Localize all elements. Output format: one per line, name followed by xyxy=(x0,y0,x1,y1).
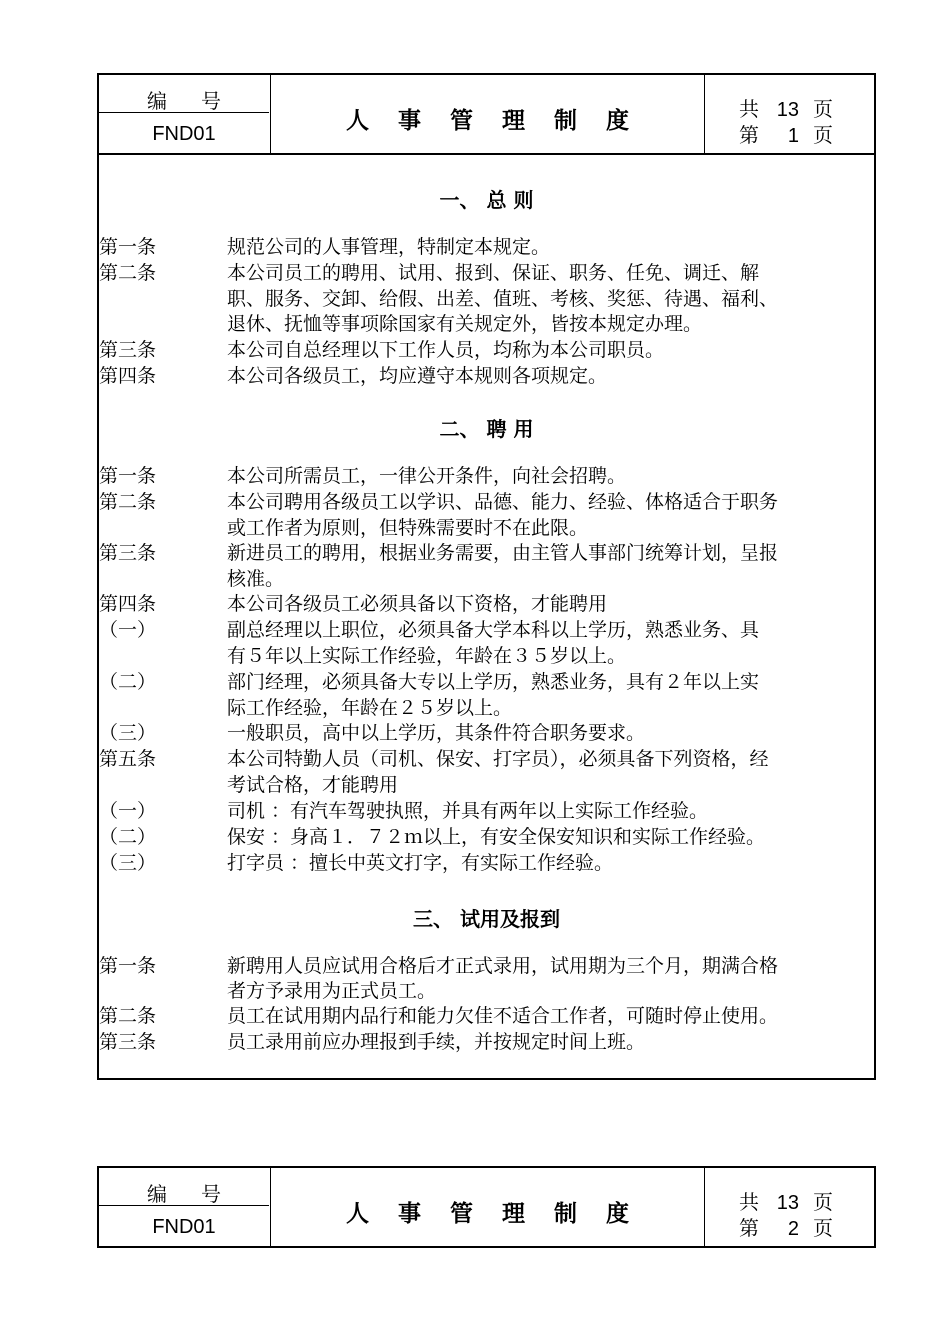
code-cell xyxy=(99,75,271,153)
code-cell xyxy=(99,1168,271,1246)
document-code: FND01 xyxy=(152,123,216,145)
code-label: 编号 xyxy=(147,89,255,113)
document-code: FND01 xyxy=(152,1216,216,1238)
page1-header xyxy=(97,73,876,155)
code-label: 编号 xyxy=(147,1182,255,1206)
section-heading-hiring: 二、 聘 用 xyxy=(439,417,534,441)
page-count-cell xyxy=(705,75,874,153)
current-page: 第 1 页 xyxy=(739,123,833,147)
divider xyxy=(99,112,269,113)
document-title: 人事管理制度 xyxy=(346,107,658,134)
page-count-cell xyxy=(705,1168,874,1246)
section-heading-general: 一、 总 则 xyxy=(439,188,534,212)
total-pages: 共 13 页 xyxy=(739,1190,833,1214)
title-cell xyxy=(271,75,705,153)
section-heading-probation: 三、 试用及报到 xyxy=(413,907,560,931)
title-cell xyxy=(271,1168,705,1246)
document-title: 人事管理制度 xyxy=(346,1200,658,1227)
page2-header xyxy=(97,1166,876,1248)
total-pages: 共 13 页 xyxy=(739,97,833,121)
current-page: 第 2 页 xyxy=(739,1216,833,1240)
divider xyxy=(99,1205,269,1206)
